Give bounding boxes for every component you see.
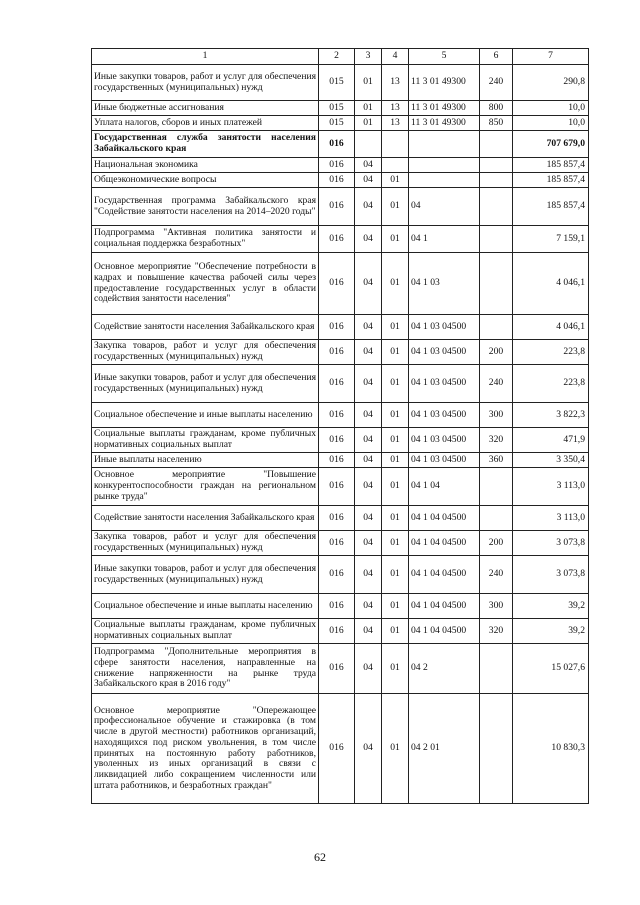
- row-pr: 01: [382, 694, 409, 804]
- row-rz: 04: [355, 403, 382, 428]
- row-sum: 707 679,0: [513, 131, 589, 158]
- row-sum: 3 822,3: [513, 403, 589, 428]
- table-row: [92, 116, 589, 131]
- header-cell-rz: 3: [355, 49, 382, 65]
- row-cs: 11 3 01 49300: [409, 65, 480, 101]
- row-sum: 471,9: [513, 428, 589, 453]
- row-cs: 04: [409, 188, 480, 226]
- row-cs: 04 1 03 04500: [409, 365, 480, 403]
- row-vr: 320: [480, 428, 513, 453]
- row-cs: 04 1 03 04500: [409, 403, 480, 428]
- row-name: Социальные выплаты гражданам, кроме публичных нормативных социальных выплат: [92, 619, 319, 644]
- row-cs: 04 1 04 04500: [409, 594, 480, 619]
- row-gr: 016: [319, 644, 355, 694]
- row-gr: 016: [319, 428, 355, 453]
- row-vr: 240: [480, 365, 513, 403]
- row-pr: 01: [382, 173, 409, 188]
- row-name: Иные закупки товаров, работ и услуг для обеспечения государственных (муниципальных) нужд: [92, 65, 319, 101]
- row-vr: 360: [480, 453, 513, 468]
- table-row: [92, 468, 589, 506]
- row-pr: 01: [382, 644, 409, 694]
- table-row: [92, 619, 589, 644]
- row-name: Содействие занятости населения Забайкальского края: [92, 315, 319, 340]
- row-rz: 04: [355, 188, 382, 226]
- row-vr: [480, 173, 513, 188]
- row-pr: 01: [382, 619, 409, 644]
- row-gr: 016: [319, 173, 355, 188]
- row-pr: 01: [382, 594, 409, 619]
- row-name: Государственная программа Забайкальского края "Содействие занятости населения на 2014–2020 годы": [92, 188, 319, 226]
- row-gr: 016: [319, 594, 355, 619]
- row-pr: 01: [382, 403, 409, 428]
- table-row: [92, 644, 589, 694]
- row-name: Закупка товаров, работ и услуг для обеспечения государственных (муниципальных) нужд: [92, 531, 319, 556]
- row-sum: 10,0: [513, 101, 589, 116]
- row-rz: 04: [355, 253, 382, 315]
- row-rz: 04: [355, 315, 382, 340]
- row-vr: 300: [480, 594, 513, 619]
- row-cs: 11 3 01 49300: [409, 101, 480, 116]
- row-name: Иные закупки товаров, работ и услуг для обеспечения государственных (муниципальных) нужд: [92, 365, 319, 403]
- row-pr: 01: [382, 556, 409, 594]
- row-cs: [409, 173, 480, 188]
- row-pr: 01: [382, 188, 409, 226]
- header-cell-pr: 4: [382, 49, 409, 65]
- row-sum: 15 027,6: [513, 644, 589, 694]
- row-rz: 04: [355, 531, 382, 556]
- row-sum: 185 857,4: [513, 158, 589, 173]
- row-cs: 04 1 03 04500: [409, 340, 480, 365]
- table-row: [92, 403, 589, 428]
- row-gr: 016: [319, 556, 355, 594]
- row-cs: 04 2: [409, 644, 480, 694]
- row-rz: 04: [355, 158, 382, 173]
- row-pr: [382, 158, 409, 173]
- row-rz: 04: [355, 619, 382, 644]
- row-pr: 01: [382, 506, 409, 531]
- row-gr: 015: [319, 101, 355, 116]
- row-name: Основное мероприятие "Опережающее профессиональное обучение и стажировка (в том числе в другой местности) работников организаций, находящихся под риском увольнения, в том числе принятых на постоянную работу работников, уволенных из иных организаций в связи с ликвидацией либо сокращением численности или штата работников, и безработных граждан": [92, 694, 319, 804]
- row-rz: 04: [355, 556, 382, 594]
- row-name: Подпрограмма "Активная политика занятости и социальная поддержка безработных": [92, 226, 319, 253]
- row-name: Уплата налогов, сборов и иных платежей: [92, 116, 319, 131]
- table-row: [92, 428, 589, 453]
- row-sum: 185 857,4: [513, 188, 589, 226]
- budget-table-body: [92, 49, 589, 804]
- row-name: Содействие занятости населения Забайкальского края: [92, 506, 319, 531]
- row-rz: 04: [355, 594, 382, 619]
- table-row: [92, 340, 589, 365]
- row-cs: 04 1 03: [409, 253, 480, 315]
- row-rz: 01: [355, 116, 382, 131]
- row-vr: 300: [480, 403, 513, 428]
- row-rz: [355, 131, 382, 158]
- row-cs: 04 1 04 04500: [409, 556, 480, 594]
- row-rz: 01: [355, 101, 382, 116]
- row-name: Социальные выплаты гражданам, кроме публичных нормативных социальных выплат: [92, 428, 319, 453]
- row-cs: [409, 131, 480, 158]
- table-row: [92, 365, 589, 403]
- row-rz: 04: [355, 365, 382, 403]
- row-sum: 3 113,0: [513, 506, 589, 531]
- row-vr: [480, 188, 513, 226]
- row-sum: 290,8: [513, 65, 589, 101]
- table-row: [92, 173, 589, 188]
- table-row: [92, 315, 589, 340]
- table-row: [92, 556, 589, 594]
- row-name: Подпрограмма "Дополнительные мероприятия в сфере занятости населения, направленные на снижение напряженности на рынке труда Забайкальского края в 2016 году": [92, 644, 319, 694]
- row-pr: 01: [382, 365, 409, 403]
- row-vr: [480, 468, 513, 506]
- row-name: Социальное обеспечение и иные выплаты населению: [92, 594, 319, 619]
- row-sum: 223,8: [513, 340, 589, 365]
- header-cell-vr: 6: [480, 49, 513, 65]
- table-row: [92, 188, 589, 226]
- row-name: Закупка товаров, работ и услуг для обеспечения государственных (муниципальных) нужд: [92, 340, 319, 365]
- table-row: [92, 531, 589, 556]
- row-pr: 01: [382, 453, 409, 468]
- row-sum: 4 046,1: [513, 253, 589, 315]
- header-cell-sum: 7: [513, 49, 589, 65]
- table-row: [92, 226, 589, 253]
- row-vr: 320: [480, 619, 513, 644]
- header-cell-name: 1: [92, 49, 319, 65]
- row-rz: 04: [355, 428, 382, 453]
- row-rz: 01: [355, 65, 382, 101]
- row-gr: 016: [319, 468, 355, 506]
- row-cs: 04 1 04 04500: [409, 531, 480, 556]
- row-name: Иные закупки товаров, работ и услуг для обеспечения государственных (муниципальных) нужд: [92, 556, 319, 594]
- table-row: [92, 158, 589, 173]
- row-gr: 016: [319, 694, 355, 804]
- row-sum: 223,8: [513, 365, 589, 403]
- row-vr: [480, 158, 513, 173]
- row-gr: 016: [319, 158, 355, 173]
- row-gr: 016: [319, 315, 355, 340]
- row-name: Государственная служба занятости населения Забайкальского края: [92, 131, 319, 158]
- row-sum: 3 350,4: [513, 453, 589, 468]
- table-row: [92, 253, 589, 315]
- row-cs: 04 1 03 04500: [409, 428, 480, 453]
- row-vr: [480, 506, 513, 531]
- row-gr: 016: [319, 403, 355, 428]
- row-gr: 016: [319, 365, 355, 403]
- row-vr: [480, 694, 513, 804]
- row-cs: 04 1 04: [409, 468, 480, 506]
- row-pr: 13: [382, 65, 409, 101]
- row-gr: 016: [319, 340, 355, 365]
- row-cs: 04 1 03 04500: [409, 315, 480, 340]
- row-gr: 016: [319, 226, 355, 253]
- table-row: [92, 506, 589, 531]
- row-sum: 10 830,3: [513, 694, 589, 804]
- row-pr: 01: [382, 253, 409, 315]
- row-gr: 016: [319, 188, 355, 226]
- header-cell-gr: 2: [319, 49, 355, 65]
- row-gr: 016: [319, 131, 355, 158]
- row-pr: [382, 131, 409, 158]
- table-row: [92, 694, 589, 804]
- row-rz: 04: [355, 340, 382, 365]
- row-rz: 04: [355, 226, 382, 253]
- row-name: Основное мероприятие "Повышение конкурентоспособности граждан на региональном рынке труда": [92, 468, 319, 506]
- row-gr: 016: [319, 506, 355, 531]
- row-pr: 01: [382, 340, 409, 365]
- row-sum: 3 073,8: [513, 531, 589, 556]
- row-vr: 850: [480, 116, 513, 131]
- row-sum: 39,2: [513, 619, 589, 644]
- table-row: [92, 101, 589, 116]
- row-cs: 04 1 04 04500: [409, 619, 480, 644]
- row-sum: 3 113,0: [513, 468, 589, 506]
- page-number: 62: [314, 850, 326, 864]
- table-row: [92, 594, 589, 619]
- table-row: [92, 131, 589, 158]
- row-rz: 04: [355, 506, 382, 531]
- row-vr: 200: [480, 340, 513, 365]
- row-rz: 04: [355, 453, 382, 468]
- row-vr: 240: [480, 556, 513, 594]
- row-sum: 4 046,1: [513, 315, 589, 340]
- row-vr: 800: [480, 101, 513, 116]
- row-name: Национальная экономика: [92, 158, 319, 173]
- row-cs: [409, 158, 480, 173]
- row-pr: 01: [382, 428, 409, 453]
- row-cs: 04 1 03 04500: [409, 453, 480, 468]
- row-gr: 016: [319, 453, 355, 468]
- row-gr: 016: [319, 531, 355, 556]
- row-pr: 13: [382, 116, 409, 131]
- table-row: [92, 65, 589, 101]
- row-sum: 3 073,8: [513, 556, 589, 594]
- row-vr: [480, 131, 513, 158]
- row-rz: 04: [355, 694, 382, 804]
- row-cs: 04 1 04 04500: [409, 506, 480, 531]
- row-gr: 015: [319, 116, 355, 131]
- row-pr: 01: [382, 226, 409, 253]
- row-vr: [480, 226, 513, 253]
- row-rz: 04: [355, 468, 382, 506]
- row-name: Общеэкономические вопросы: [92, 173, 319, 188]
- row-sum: 10,0: [513, 116, 589, 131]
- row-cs: 11 3 01 49300: [409, 116, 480, 131]
- row-vr: [480, 253, 513, 315]
- row-gr: 015: [319, 65, 355, 101]
- row-gr: 016: [319, 253, 355, 315]
- row-cs: 04 1: [409, 226, 480, 253]
- row-rz: 04: [355, 173, 382, 188]
- row-pr: 01: [382, 468, 409, 506]
- row-pr: 01: [382, 315, 409, 340]
- row-pr: 13: [382, 101, 409, 116]
- row-sum: 185 857,4: [513, 173, 589, 188]
- row-rz: 04: [355, 644, 382, 694]
- budget-table: [91, 48, 589, 804]
- row-sum: 7 159,1: [513, 226, 589, 253]
- row-vr: 200: [480, 531, 513, 556]
- table-row: [92, 453, 589, 468]
- row-vr: [480, 644, 513, 694]
- row-name: Социальное обеспечение и иные выплаты населению: [92, 403, 319, 428]
- row-pr: 01: [382, 531, 409, 556]
- row-vr: 240: [480, 65, 513, 101]
- row-name: Иные бюджетные ассигнования: [92, 101, 319, 116]
- row-cs: 04 2 01: [409, 694, 480, 804]
- table-header-row: [92, 49, 589, 65]
- row-sum: 39,2: [513, 594, 589, 619]
- header-cell-cs: 5: [409, 49, 480, 65]
- row-gr: 016: [319, 619, 355, 644]
- row-name: Иные выплаты населению: [92, 453, 319, 468]
- row-name: Основное мероприятие "Обеспечение потребности в кадрах и повышение качества рабочей силы через предоставление государственных услуг в области содействия занятости населения": [92, 253, 319, 315]
- row-vr: [480, 315, 513, 340]
